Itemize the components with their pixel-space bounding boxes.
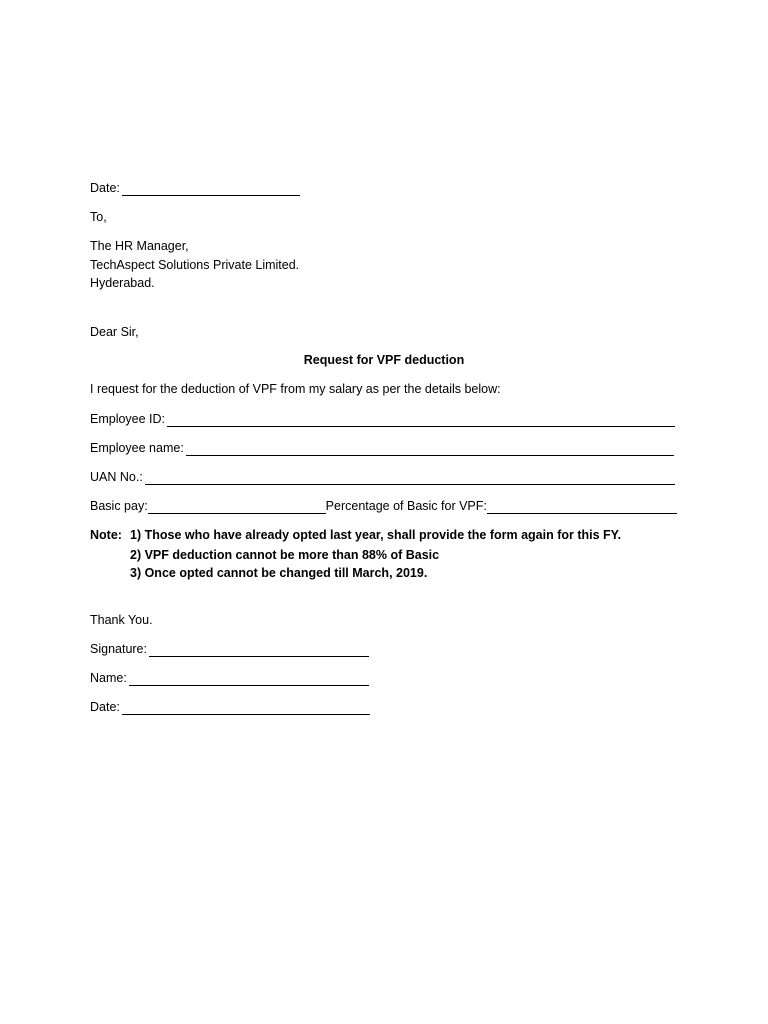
basic-pay-blank bbox=[148, 501, 326, 514]
address-line-2: TechAspect Solutions Private Limited. bbox=[90, 258, 300, 272]
note-item-2: 2) VPF deduction cannot be more than 88% of Basic bbox=[130, 548, 440, 562]
top-date-row bbox=[90, 181, 300, 196]
salutation: Dear Sir, bbox=[90, 325, 139, 339]
top-date-label: Date: bbox=[90, 181, 120, 195]
note-item-3: 3) Once opted cannot be changed till March, 2019. bbox=[130, 566, 428, 580]
bottom-date-row bbox=[90, 700, 370, 715]
address-line-1: The HR Manager, bbox=[90, 239, 189, 253]
address-line-3: Hyderabad. bbox=[90, 276, 155, 290]
subject-heading: Request for VPF deduction bbox=[303, 353, 465, 367]
name-row bbox=[90, 671, 369, 686]
signature-row bbox=[90, 642, 369, 657]
signature-label: Signature: bbox=[90, 642, 147, 656]
employee-name-label: Employee name: bbox=[90, 441, 184, 455]
employee-id-blank bbox=[167, 414, 675, 427]
uan-blank bbox=[145, 472, 675, 485]
note-row-1 bbox=[90, 528, 621, 543]
employee-name-row bbox=[90, 441, 674, 456]
bottom-date-blank bbox=[122, 702, 370, 715]
uan-row bbox=[90, 470, 675, 485]
recipient-to: To, bbox=[90, 210, 107, 224]
employee-name-blank bbox=[186, 443, 674, 456]
name-label: Name: bbox=[90, 671, 127, 685]
employee-id-label: Employee ID: bbox=[90, 412, 166, 426]
uan-label: UAN No.: bbox=[90, 470, 143, 484]
note-item-1: 1) Those who have already opted last year, shall provide the form again for this FY. bbox=[130, 528, 622, 542]
basic-pay-label: Basic pay: bbox=[90, 499, 148, 513]
percentage-blank bbox=[487, 501, 677, 514]
thank-you: Thank You. bbox=[90, 613, 153, 627]
note-label: Note: bbox=[90, 528, 122, 542]
signature-blank bbox=[149, 644, 369, 657]
employee-id-row bbox=[90, 412, 675, 427]
top-date-blank bbox=[122, 183, 300, 196]
name-blank bbox=[129, 673, 369, 686]
bottom-date-label: Date: bbox=[90, 700, 120, 714]
intro-text: I request for the deduction of VPF from my salary as per the details below: bbox=[90, 382, 501, 396]
basic-pay-row bbox=[90, 499, 677, 514]
percentage-label: Percentage of Basic for VPF: bbox=[325, 499, 487, 513]
